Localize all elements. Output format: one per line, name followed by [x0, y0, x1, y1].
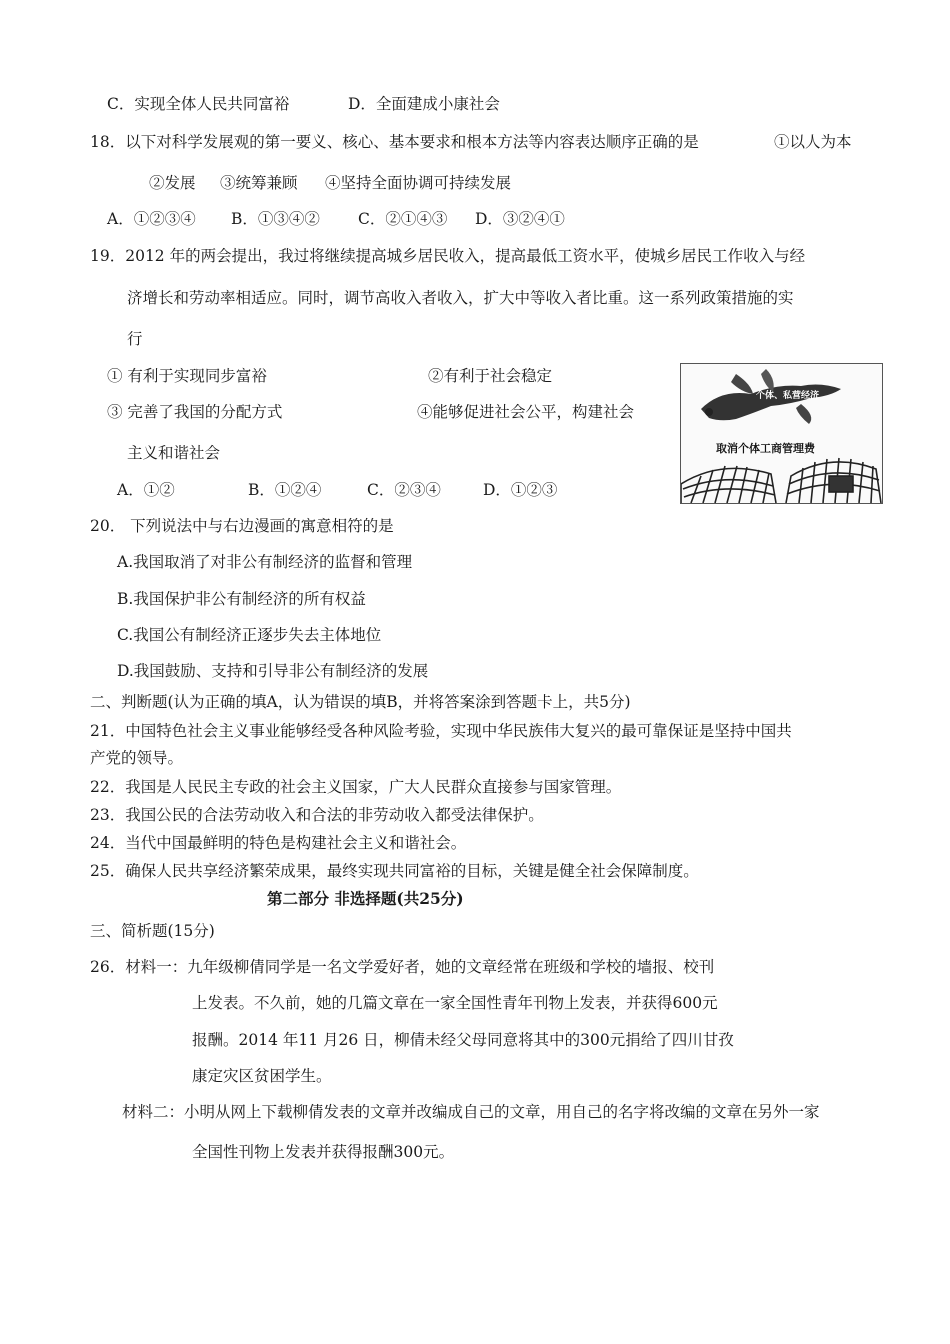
section2-heading: 二、判断题(认为正确的填A，认为错误的填B，并将答案涂到答题卡上，共5分) [90, 693, 631, 711]
q18-item-3: ③统筹兼顾 [220, 174, 298, 192]
cartoon-label-top: 个体、私营经济 [756, 391, 820, 401]
cage-left [681, 466, 776, 503]
material1-line-2: 上发表。不久前，她的几篇文章在一家全国性青年刊物上发表，并获得600元 [192, 994, 718, 1012]
q19-stem-line-2: 济增长和劳动率相适应。同时，调节高收入者收入，扩大中等收入者比重。这一系列政策措施的实 [127, 289, 794, 307]
q20-option-b: B.我国保护非公有制经济的所有权益 [117, 590, 366, 608]
q19-option-b: B．①②④ [248, 481, 322, 499]
q20-option-a: A.我国取消了对非公有制经济的监督和管理 [117, 553, 413, 571]
q19-item-1: ① 有利于实现同步富裕 [107, 367, 267, 385]
q21-line-1: 21．中国特色社会主义事业能够经受各种风险考验，实现中华民族伟大复兴的最可靠保证是坚持中国共 [90, 722, 792, 740]
part2-title: 第二部分 非选择题(共25分) [267, 889, 464, 908]
q17-option-c: C．实现全体人民共同富裕 [107, 95, 290, 113]
q19-option-c: C．②③④ [367, 481, 441, 499]
q18-option-d: D．③②④① [475, 210, 565, 228]
material2-line-2: 全国性刊物上发表并获得报酬300元。 [192, 1143, 455, 1161]
material1-line-3: 报酬。2014 年11 月26 日，柳倩未经父母同意将其中的300元捐给了四川甘孜 [192, 1031, 734, 1049]
q20-option-d: D.我国鼓励、支持和引导非公有制经济的发展 [117, 662, 429, 680]
q19-stem-line-3: 行 [127, 330, 143, 348]
q18-option-b: B．①③④② [231, 210, 320, 228]
cartoon-illustration [680, 363, 883, 504]
q21-line-2: 产党的领导。 [90, 749, 184, 767]
cartoon-drawing [681, 364, 882, 503]
material2-line-1: 材料二：小明从网上下载柳倩发表的文章并改编成自己的文章，用自己的名字将改编的文章在另外一家 [122, 1103, 820, 1121]
cartoon-caption: 取消个体工商管理费 [716, 442, 815, 455]
q20-stem: 20． 下列说法中与右边漫画的寓意相符的是 [90, 517, 394, 535]
q18-item-4: ④坚持全面协调可持续发展 [325, 174, 512, 192]
cage-right [786, 458, 881, 503]
material1-line-4: 康定灾区贫困学生。 [192, 1067, 332, 1085]
q17-option-d: D．全面建成小康社会 [348, 95, 500, 113]
q25: 25．确保人民共享经济繁荣成果，最终实现共同富裕的目标，关键是健全社会保障制度。 [90, 862, 699, 880]
q19-item-2: ②有利于社会稳定 [428, 367, 553, 385]
q24: 24．当代中国最鲜明的特色是构建社会主义和谐社会。 [90, 834, 467, 852]
q19-option-d: D．①②③ [483, 481, 558, 499]
q19-stem-line-1: 19．2012 年的两会提出，我过将继续提高城乡居民收入，提高最低工资水平，使城乡居民工作收入与经 [90, 247, 806, 265]
q23: 23．我国公民的合法劳动收入和合法的非劳动收入都受法律保护。 [90, 806, 544, 824]
q18-item-1: ①以人为本 [774, 133, 852, 151]
q19-option-a: A．①② [117, 481, 175, 499]
material1-line-1: 26．材料一：九年级柳倩同学是一名文学爱好者，她的文章经常在班级和学校的墙报、校刊 [90, 958, 715, 976]
q20-option-c: C.我国公有制经济正逐步失去主体地位 [117, 626, 382, 644]
q18-item-2: ②发展 [149, 174, 196, 192]
q19-item-3: ③ 完善了我国的分配方式 [107, 403, 283, 421]
section3-heading: 三、简析题(15分) [90, 922, 215, 940]
q18-option-c: C．②①④③ [358, 210, 448, 228]
q18-option-a: A．①②③④ [107, 210, 196, 228]
q18-stem: 18．以下对科学发展观的第一要义、核心、基本要求和根本方法等内容表达顺序正确的是 [90, 133, 699, 151]
q19-item-4: ④能够促进社会公平，构建社会 [417, 403, 635, 421]
q19-item-4-continued: 主义和谐社会 [127, 444, 221, 462]
q22: 22．我国是人民民主专政的社会主义国家，广大人民群众直接参与国家管理。 [90, 778, 622, 796]
